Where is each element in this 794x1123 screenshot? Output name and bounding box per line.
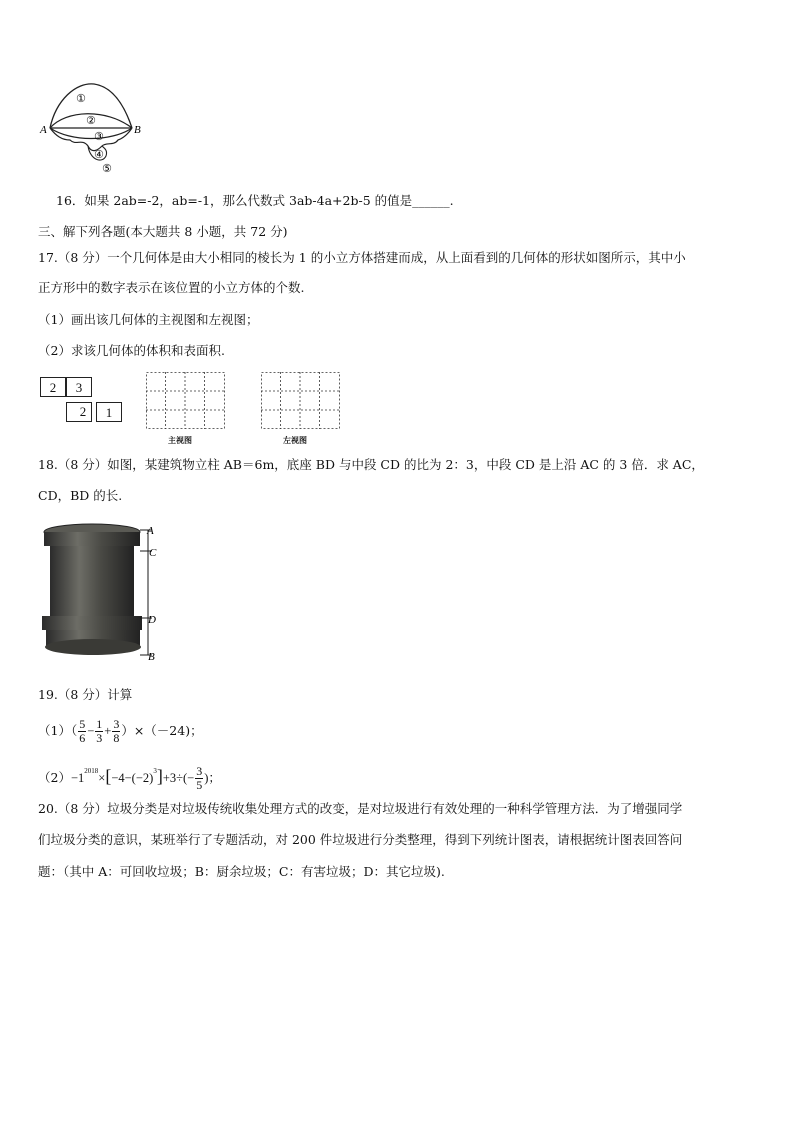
side-view-grid: [261, 372, 341, 430]
pillar-label-c: C: [149, 547, 157, 559]
region-2-label: ②: [86, 114, 96, 127]
question-18-line-1: 18.（8 分）如图，某建筑物立柱 AB＝6m，底座 BD 与中段 CD 的比为 2：3，中段 CD 是上沿 AC 的 3 倍．求 AC，: [38, 457, 704, 472]
question-19-part-1: （1）（ $\frac{5}{6}$ − $\frac{1}{3}$ + $\frac{3}{8}$ ）×（－24)；: [38, 717, 203, 745]
point-a-label: A: [40, 124, 47, 136]
question-18-line-2: CD，BD 的长.: [38, 488, 123, 503]
region-4-outline: [50, 128, 132, 151]
region-4-label: ④: [94, 148, 104, 161]
pillar-label-d: D: [148, 614, 156, 626]
question-20-line-1: 20.（8 分）垃圾分类是对垃圾传统收集处理方式的改变，是对垃圾进行有效处理的一种科学管理方法．为了增强同学: [38, 801, 683, 816]
question-17-line-2: 正方形中的数字表示在该位置的小立方体的个数.: [38, 280, 305, 295]
fraction: $\frac{3}{8}$: [113, 717, 120, 745]
question-16: 16．如果 2ab=-2，ab=-1，那么代数式 3ab-4a+2b-5 的值是______.: [56, 193, 454, 208]
front-view-caption: 主视图: [168, 436, 192, 445]
top-view-cell: 2: [79, 404, 87, 419]
region-3-outline: [50, 128, 132, 139]
side-view-caption: 左视图: [283, 436, 307, 445]
top-view-cell: 3: [66, 377, 92, 397]
pillar-label-b: B: [148, 651, 155, 663]
pillar-label-a: A: [147, 525, 154, 537]
question-20-line-3: 题：（其中 A：可回收垃圾；B：厨余垃圾；C：有害垃圾；D：其它垃圾).: [38, 864, 445, 879]
question-20-line-2: 们垃圾分类的意识，某班举行了专题活动，对 200 件垃圾进行分类整理，得到下列统计图表，请根据统计图表回答问: [38, 832, 683, 847]
q19-p1-suffix: ）×（－24)；: [121, 723, 203, 738]
pillar-photo: [36, 520, 166, 665]
region-5-label: ⑤: [102, 162, 112, 175]
question-17-line-1: 17.（8 分）一个几何体是由大小相同的棱长为 1 的小立方体搭建而成，从上面看到的几何体的形状如图所示，其中小: [38, 250, 686, 265]
front-view-grid: [146, 372, 226, 430]
fraction: $\frac{1}{3}$: [96, 717, 103, 745]
top-view-cell: 2: [40, 377, 66, 397]
q19-p1-prefix: （1）（: [38, 723, 78, 738]
fraction: $\frac{3}{5}$: [196, 764, 203, 792]
region-3-label: ③: [94, 130, 104, 143]
top-view-cell: 1: [96, 402, 122, 422]
fraction: $\frac{5}{6}$: [79, 717, 86, 745]
section-3-title: 三、解下列各题(本大题共 8 小题，共 72 分): [38, 224, 288, 239]
question-17-part-2: （2）求该几何体的体积和表面积.: [38, 343, 225, 358]
question-19-part-2: $(2)-1^{2018}\times[-4-(-2)^3]+3\div(-$ $\frac{3}{5}$ )；: [38, 764, 221, 792]
region-1-label: ①: [76, 92, 86, 105]
question-19-title: 19.（8 分）计算: [38, 687, 133, 702]
question-17-part-1: （1）画出该几何体的主视图和左视图；: [38, 312, 259, 327]
point-b-label: B: [134, 124, 141, 136]
regions-figure: [36, 80, 156, 175]
